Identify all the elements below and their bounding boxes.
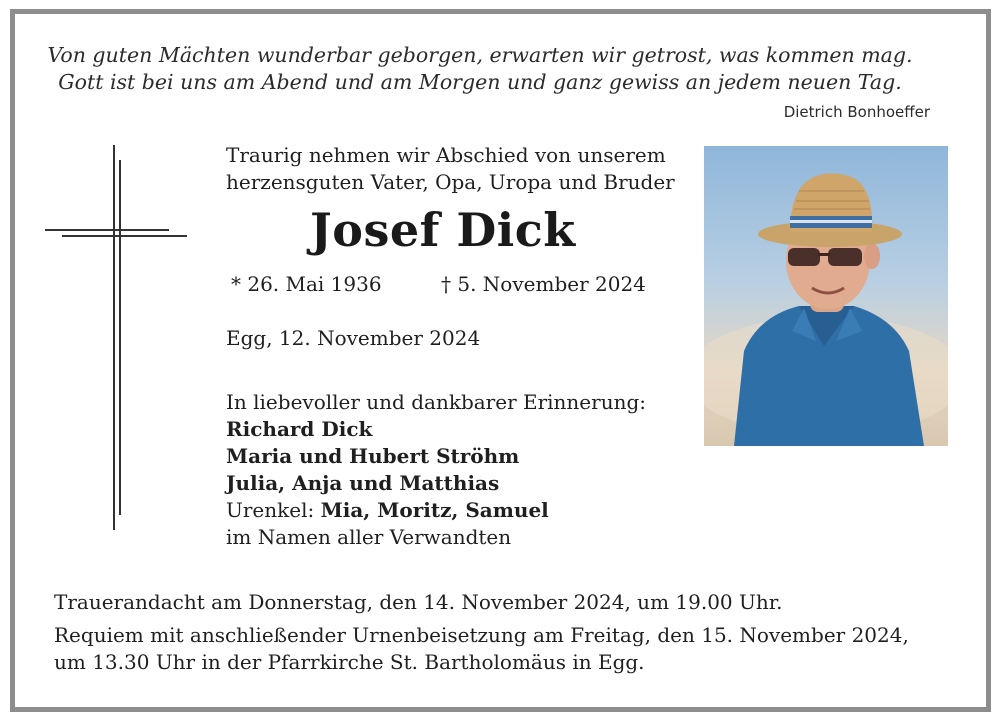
- cross-horizontal-bar: [62, 235, 187, 237]
- mourners-heading: In liebevoller und dankbarer Erinnerung:: [226, 390, 646, 414]
- intro-text: [226, 142, 675, 196]
- portrait-illustration: [704, 146, 948, 446]
- cross-vertical-bar: [113, 145, 115, 530]
- great-grandchildren-line: [226, 497, 549, 524]
- birth-date: * 26. Mai 1936: [231, 272, 382, 296]
- intro-line-1: Traurig nehmen wir Abschied von unserem: [226, 143, 666, 167]
- quote-author: Dietrich Bonhoeffer: [783, 103, 930, 121]
- cross-horizontal-bar: [45, 229, 169, 231]
- service-line-3: um 13.30 Uhr in der Pfarrkirche St. Bartholomäus in Egg.: [54, 650, 645, 674]
- mourners-closing: im Namen aller Verwandten: [226, 525, 512, 549]
- mourner-names: Maria und Hubert Ströhm: [226, 444, 520, 468]
- great-grandchildren-names: Mia, Moritz, Samuel: [320, 498, 549, 522]
- great-grandchildren-label: Urenkel:: [226, 498, 315, 522]
- mourner-names: Julia, Anja und Matthias: [226, 471, 500, 495]
- cross-vertical-bar: [119, 160, 121, 515]
- place-date: Egg, 12. November 2024: [226, 326, 481, 350]
- death-date: † 5. November 2024: [441, 272, 646, 296]
- quote-line-1: Von guten Mächten wunderbar geborgen, erwarten wir getrost, was kommen mag.: [47, 43, 913, 67]
- portrait-photo: [704, 146, 948, 446]
- service-line-1: Trauerandacht am Donnerstag, den 14. November 2024, um 19.00 Uhr.: [54, 590, 783, 614]
- deceased-name: Josef Dick: [310, 203, 576, 257]
- mourner-names: Richard Dick: [226, 417, 373, 441]
- quote-line-2: Gott ist bei uns am Abend und am Morgen und ganz gewiss an jedem neuen Tag.: [58, 70, 902, 94]
- service-line-2: Requiem mit anschließender Urnenbeisetzung am Freitag, den 15. November 2024,: [54, 623, 909, 647]
- intro-line-2: herzensguten Vater, Opa, Uropa und Bruder: [226, 170, 675, 194]
